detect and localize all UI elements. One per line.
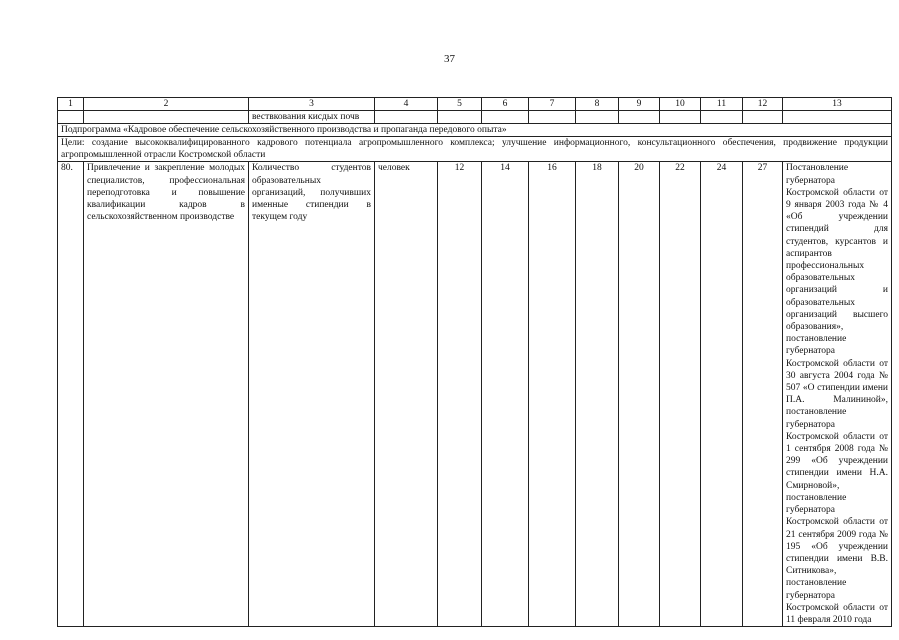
col-num-12: 12 bbox=[743, 98, 783, 111]
col-num-5: 5 bbox=[438, 98, 482, 111]
measure-text: Привлечение и закрепление молодых специалистов, профессиональная переподготовка и повышение квалификации кадров в сельскохозяйственном производстве bbox=[84, 162, 249, 627]
value-8: 27 bbox=[743, 162, 783, 627]
value-7: 24 bbox=[701, 162, 743, 627]
subprogram-row bbox=[58, 124, 892, 137]
col-num-13: 13 bbox=[783, 98, 892, 111]
value-2: 14 bbox=[482, 162, 529, 627]
col-num-9: 9 bbox=[619, 98, 660, 111]
subprogram-title: Подпрограмма «Кадровое обеспечение сельскохозяйственного производства и пропаганда передового опыта» bbox=[58, 124, 892, 137]
program-table bbox=[57, 97, 892, 627]
col-num-7: 7 bbox=[529, 98, 576, 111]
value-6: 22 bbox=[660, 162, 701, 627]
value-5: 20 bbox=[619, 162, 660, 627]
col-num-2: 2 bbox=[84, 98, 249, 111]
unit-text: человек bbox=[375, 162, 438, 627]
col-num-11: 11 bbox=[701, 98, 743, 111]
row-number: 80. bbox=[58, 162, 84, 627]
col-num-8: 8 bbox=[576, 98, 619, 111]
value-3: 16 bbox=[529, 162, 576, 627]
legal-basis-text: Постановление губернатора Костромской области от 9 января 2003 года № 4 «Об учреждении стипендий для студентов, курсантов и аспирантов профессиональных образовательных организаций и образовательных организаций высшего образования», постановление губернатора Костромской области от 30 августа 2004 года № 507 «О стипендии имени П.А. Малининой», постановление губернатора Костромской области от 1 сентября 2008 года № 299 «Об учреждении стипендии имени Н.А. Смирновой», постановление губернатора Костромской области от 21 сентября 2009 года № 195 «Об учреждении стипендии имени В.В. Ситникова», постановление губернатора Костромской области от 11 февраля 2010 года bbox=[783, 162, 892, 627]
col-num-4: 4 bbox=[375, 98, 438, 111]
indicator-text: Количество студентов образовательных организаций, получивших именные стипендии в текущем году bbox=[249, 162, 375, 627]
page-number: 37 bbox=[444, 53, 455, 65]
value-4: 18 bbox=[576, 162, 619, 627]
col-num-10: 10 bbox=[660, 98, 701, 111]
column-number-row bbox=[58, 98, 892, 111]
continuation-row bbox=[58, 111, 892, 124]
col-num-3: 3 bbox=[249, 98, 375, 111]
continuation-text: вествкования кисдых почв bbox=[249, 111, 375, 124]
col-num-1: 1 bbox=[58, 98, 84, 111]
goals-row bbox=[58, 137, 892, 162]
value-1: 12 bbox=[438, 162, 482, 627]
goals-text: Цели: создание высококвалифицированного кадрового потенциала агропромышленного комплекса; улучшение информационного, консультационного обеспечения, продвижение продукции агропромышленной отрасли Костромской области bbox=[58, 137, 892, 162]
table-row bbox=[58, 162, 892, 627]
col-num-6: 6 bbox=[482, 98, 529, 111]
